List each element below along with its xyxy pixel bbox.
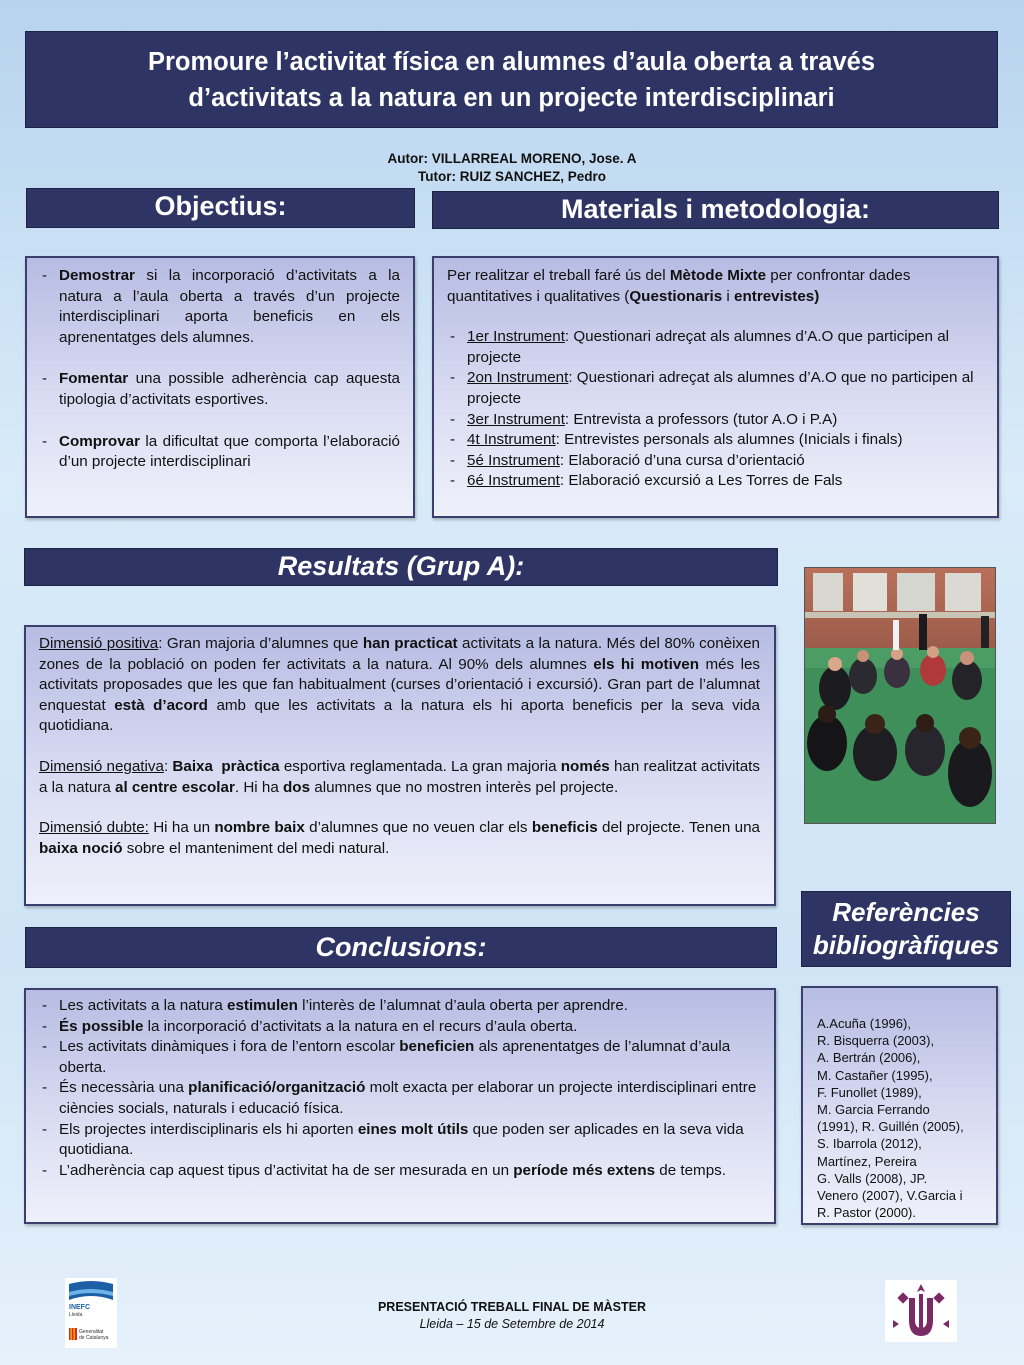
conclusion-text: L’adherència cap aquest tipus d’activitat ha de ser mesurada en un — [59, 1161, 514, 1179]
dimensio-label: Dimensió positiva — [39, 635, 159, 652]
objectius-item-bold: Comprovar — [59, 432, 141, 450]
conclusion-text: Les activitats a la natura — [59, 997, 227, 1014]
footer-title: PRESENTACIÓ TREBALL FINAL DE MÀSTER — [377, 1300, 647, 1314]
list-item — [39, 1161, 760, 1182]
conclusion-text: als aprenentatges de l’alumnat d’aula oberta. — [59, 1038, 731, 1076]
instrument-label: 2on Instrument — [467, 369, 569, 387]
conclusion-bold: És possible — [59, 1017, 144, 1035]
tutor-line: Tutor: RUIZ SANCHEZ, Pedro — [418, 169, 606, 184]
students-photo — [804, 567, 996, 824]
objectius-heading-text: Objectius: — [154, 191, 287, 221]
conclusion-bold: eines molt útils — [357, 1120, 469, 1138]
resultats-heading-text: Resultats (Grup A): — [277, 551, 525, 581]
conclusion-text: Els projectes interdisciplinaris els hi aporten — [59, 1120, 358, 1138]
instrument-label: 5é Instrument — [467, 451, 560, 469]
dimensio-bold: els hi motiven — [593, 655, 700, 673]
objectius-heading — [26, 188, 415, 228]
dimensio-text: han realitzat activitats a la natura — [39, 757, 761, 796]
dimensio-negativa — [39, 757, 760, 798]
instrument-text: : Elaboració excursió a Les Torres de Fals — [559, 472, 843, 490]
materials-heading — [432, 191, 999, 229]
resultats-box — [24, 625, 776, 906]
gencat-line1: Generalitat — [79, 1329, 104, 1335]
instrument-text: : Questionari adreçat als alumnes d’A.O que participen al projecte — [467, 328, 950, 366]
conclusions-box — [24, 988, 776, 1224]
dimensio-text: activitats a la natura. Més del 80% conèixen zones de la població on poden fer activitats a la natura. Al 90% dels alumnes — [39, 635, 760, 673]
reference-line: M. Garcia Ferrando — [817, 1102, 930, 1118]
dimensio-text: alumnes que no mostren interès pel projecte. — [310, 778, 619, 796]
dimensio-bold: nombre baix — [214, 819, 305, 837]
reference-line: R. Pastor (2000). — [817, 1205, 916, 1221]
students-photo-image — [805, 568, 996, 824]
list-item — [39, 1120, 760, 1161]
materials-box — [432, 256, 999, 518]
dimensio-text: . Hi ha — [234, 778, 284, 796]
dimensio-bold: només — [560, 757, 610, 775]
inefc-sub: Lleida — [69, 1312, 83, 1318]
dimensio-label: Dimensió negativa — [39, 757, 164, 775]
dimensio-bold: està d’acord — [114, 696, 208, 714]
reference-line: A.Acuña (1996), — [817, 1016, 911, 1031]
reference-line: Martínez, Pereira — [817, 1153, 917, 1169]
instrument-label: 3er Instrument — [467, 410, 565, 428]
materials-intro-bold: Mètode Mixte — [669, 267, 767, 284]
conclusions-list — [39, 996, 760, 1181]
instrument-text: : Entrevistes personals als alumnes (Inicials i finals) — [555, 431, 903, 449]
conclusion-text: molt exacta per elaborar un projecte interdisciplinari entre ciències socials, naturals i educació física. — [59, 1079, 757, 1117]
materials-intro — [447, 266, 985, 307]
materials-intro-bold: Questionaris — [629, 287, 723, 305]
conclusions-heading — [25, 927, 777, 968]
reference-line: G. Valls (2008), JP. — [817, 1170, 928, 1186]
list-item — [447, 410, 985, 431]
dimensio-text: esportiva reglamentada. La gran majoria — [279, 757, 561, 775]
conclusion-text: que poden ser aplicades en la seva vida quotidiana. — [59, 1120, 744, 1159]
list-item — [39, 996, 760, 1017]
materials-heading-text: Materials i metodologia: — [560, 194, 871, 224]
authors — [250, 150, 774, 186]
dimensio-text: d’alumnes que no veuen clar els — [304, 819, 532, 837]
inefc-logo — [65, 1278, 117, 1348]
gencat-line2: de Catalunya — [79, 1335, 109, 1341]
conclusions-heading-text: Conclusions: — [315, 932, 487, 962]
dimensio-text: Hi ha un — [148, 819, 215, 837]
reference-line: S. Ibarrola (2012), — [817, 1136, 922, 1152]
conclusion-bold: període més extens — [513, 1161, 656, 1179]
reference-line: M. Castañer (1995), — [817, 1067, 933, 1083]
reference-line: R. Bisquerra (2003), — [817, 1033, 935, 1049]
conclusion-text: la incorporació d’activitats a la natura en el recurs d’aula oberta. — [143, 1017, 578, 1035]
udl-logo — [885, 1280, 957, 1342]
objectius-item-bold: Demostrar — [59, 267, 135, 284]
dimensio-positiva — [39, 634, 760, 737]
referencies-heading-line2: bibliogràfiques — [812, 930, 1000, 960]
udl-logo-graphic — [885, 1280, 957, 1342]
dimensio-label: Dimensió dubte: — [39, 819, 149, 837]
instrument-label: 4t Instrument — [467, 431, 556, 449]
author-line: Autor: VILLARREAL MORENO, Jose. A — [387, 151, 637, 166]
list-item — [39, 432, 400, 473]
dimensio-text: amb que les activitats a la natura els hi aporta beneficis per la seva vida quotidiana. — [39, 696, 760, 735]
list-item — [39, 1078, 760, 1119]
resultats-heading — [24, 548, 778, 586]
materials-intro-text: Per realitzar el treball faré ús del — [447, 267, 670, 284]
materials-intro-text: per confrontar dades quantitatives i qualitatives ( — [447, 267, 911, 305]
dimensio-text: més les activitats proposades que les que fan habitualment (curses d’orientació i excursió). Gran part de l’alumnat enquestat — [39, 655, 761, 714]
list-item — [39, 1017, 760, 1038]
dimensio-text: : — [163, 757, 173, 775]
objectius-item-text: si la incorporació d’activitats a la natura a l’aula oberta a través d’un projecte interdisciplinari aporta beneficis en els aprenentatges dels alumnes. — [59, 267, 400, 346]
objectius-item-text: una possible adherència cap aquesta tipologia d’activitats esportives. — [59, 370, 400, 408]
materials-intro-bold: entrevistes) — [734, 287, 820, 305]
instrument-text: : Entrevista a professors (tutor A.O i P.A) — [564, 410, 838, 428]
referencies-box — [801, 986, 998, 1225]
conclusion-text: l’interès de l’alumnat d’aula oberta per aprendre. — [297, 997, 629, 1014]
list-item — [39, 369, 400, 410]
objectius-item-bold: Fomentar — [59, 370, 129, 388]
objectius-box — [25, 256, 415, 518]
instrument-label: 1er Instrument — [467, 328, 565, 346]
dimensio-text: del projecte. Tenen una — [597, 819, 761, 837]
dimensio-dubte — [39, 818, 760, 859]
instrument-text: : Elaboració d’una cursa d’orientació — [559, 451, 805, 469]
instrument-text: : Questionari adreçat als alumnes d’A.O que no participen al projecte — [467, 369, 974, 407]
dimensio-text: sobre el manteniment del medi natural. — [122, 839, 390, 857]
list-item — [39, 266, 400, 348]
dimensio-bold: han practicat — [362, 635, 458, 652]
objectius-item-text: la dificultat que comporta l’elaboració d’un projecte interdisciplinari — [59, 432, 400, 471]
reference-line: Venero (2007), V.Garcia i — [817, 1188, 963, 1204]
conclusion-bold: planificació/organització — [188, 1079, 366, 1097]
dimensio-bold: baixa noció — [39, 839, 123, 857]
poster-title-line2: d’activitats a la natura en un projecte interdisciplinari — [188, 83, 835, 112]
list-item — [447, 327, 985, 368]
dimensio-bold: dos — [283, 778, 311, 796]
list-item — [447, 451, 985, 472]
list-item — [39, 1037, 760, 1078]
poster-title — [25, 31, 998, 128]
inefc-logo-graphic — [65, 1278, 117, 1348]
materials-list — [447, 327, 985, 492]
dimensio-bold: beneficis — [531, 819, 598, 837]
poster-title-line1: Promoure l’activitat física en alumnes d’aula oberta a través — [147, 47, 876, 76]
reference-line: F. Funollet (1989), — [817, 1084, 922, 1100]
list-item — [447, 430, 985, 451]
reference-line: A. Bertrán (2006), — [817, 1050, 921, 1066]
dimensio-text: : Gran majoria d’alumnes que — [158, 635, 363, 652]
conclusion-text: És necessària una — [59, 1079, 189, 1097]
referencies-heading-line1: Referències — [832, 897, 980, 927]
dimensio-bold: Baixa pràctica — [172, 757, 280, 775]
footer — [300, 1299, 724, 1333]
conclusion-bold: estimulen — [227, 997, 298, 1014]
instrument-label: 6é Instrument — [467, 472, 560, 490]
referencies-heading — [801, 891, 1011, 967]
materials-intro-text: i — [722, 287, 735, 305]
conclusion-text: de temps. — [655, 1161, 726, 1179]
dimensio-bold: al centre escolar — [115, 778, 235, 796]
inefc-text: INEFC — [69, 1304, 90, 1311]
objectius-list — [39, 266, 400, 473]
list-item — [447, 471, 985, 492]
footer-date: Lleida – 15 de Setembre de 2014 — [419, 1317, 605, 1331]
conclusion-bold: beneficien — [399, 1038, 475, 1056]
list-item — [447, 368, 985, 409]
conclusion-text: Les activitats dinàmiques i fora de l’entorn escolar — [59, 1038, 400, 1056]
reference-line: (1991), R. Guillén (2005), — [817, 1119, 964, 1135]
